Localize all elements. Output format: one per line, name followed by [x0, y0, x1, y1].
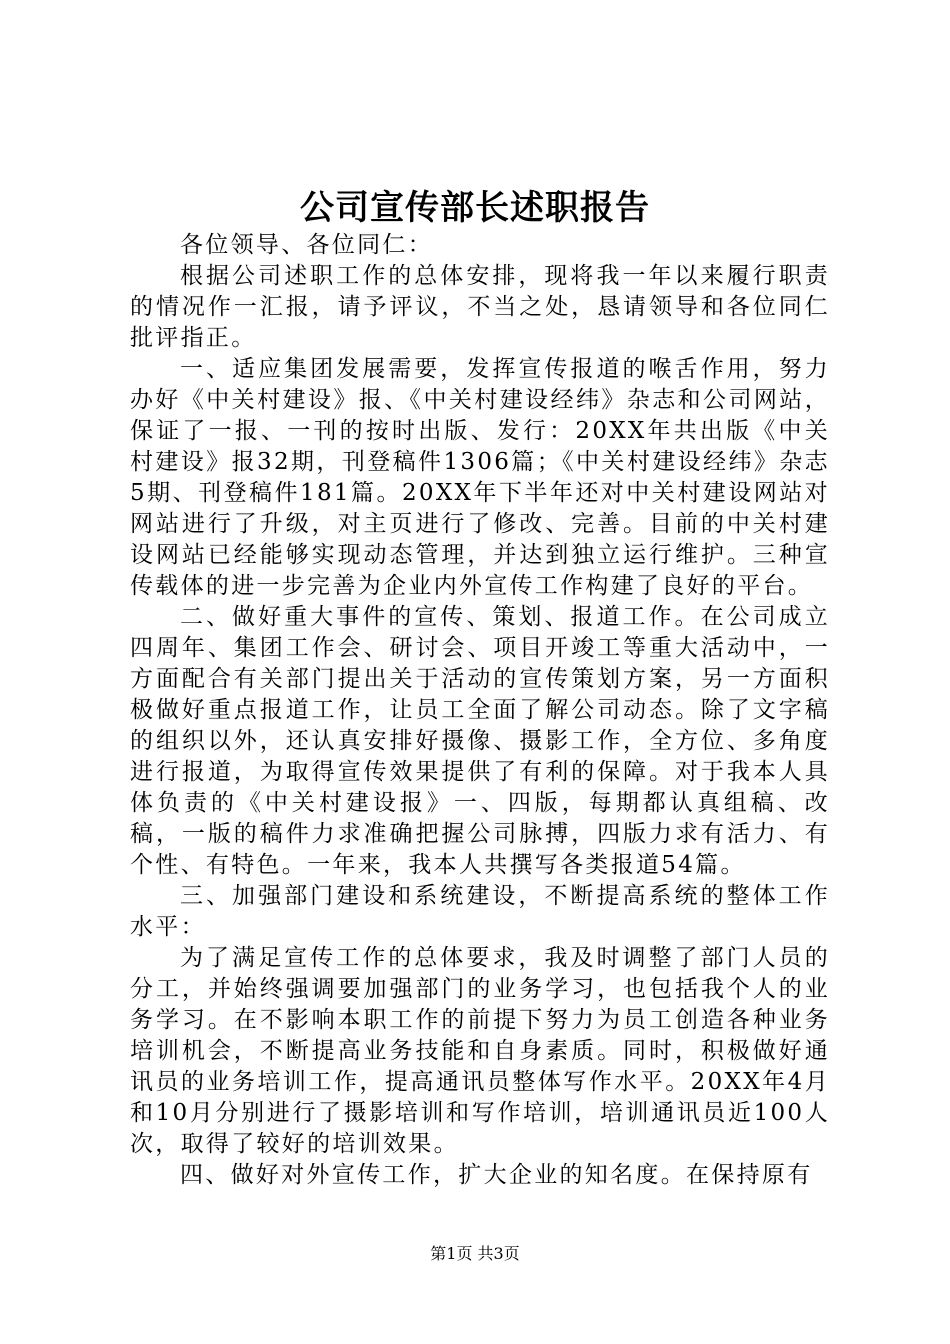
salutation: 各位领导、各位同仁： — [180, 232, 433, 258]
section-2-paragraph: 二、做好重大事件的宣传、策划、报道工作。在公司成立四周年、集团工作会、研讨会、项目开竣工等重大活动中，一方面配合有关部门提出关于活动的宣传策划方案，另一方面积极做好重点报道工作，让员工全面了解公司动态。除了文字稿的组织以外，还认真安排好摄像、摄影工作，全方位、多角度进行报道，为取得宣传效果提供了有利的保障。对于我本人具体负责的《中关村建设报》一、四版，每期都认真组稿、改稿，一版的稿件力求准确把握公司脉搏，四版力求有活力、有个性、有特色。一年来，我本人共撰写各类报道54篇。 — [130, 604, 830, 878]
section-3-paragraph: 为了满足宣传工作的总体要求，我及时调整了部门人员的分工，并始终强调要加强部门的业务学习，也包括我个人的业务学习。在不影响本职工作的前提下努力为员工创造各种业务培训机会，不断提高业务技能和自身素质。同时，积极做好通讯员的业务培训工作，提高通讯员整体写作水平。20XX年4月和10月分别进行了摄影培训和写作培训，培训通讯员近100人次，取得了较好的培训效果。 — [130, 945, 830, 1157]
intro-paragraph: 根据公司述职工作的总体安排，现将我一年以来履行职责的情况作一汇报，请予评议，不当之处，恳请领导和各位同仁批评指正。 — [130, 263, 830, 351]
section-3-heading: 三、加强部门建设和系统建设，不断提高系统的整体工作水平： — [130, 883, 830, 940]
section-1-paragraph: 一、适应集团发展需要，发挥宣传报道的喉舌作用，努力办好《中关村建设》报、《中关村建设经纬》杂志和公司网站，保证了一报、一刊的按时出版、发行：20XX年共出版《中关村建设》报32期，刊登稿件1306篇；《中关村建设经纬》杂志5期、刊登稿件181篇。20XX年下半年还对中关村建设网站对网站进行了升级，对主页进行了修改、完善。目前的中关村建设网站已经能够实现动态管理，并达到独立运行维护。三种宣传载体的进一步完善为企业内外宣传工作构建了良好的平台。 — [130, 356, 830, 599]
document-title: 公司宣传部长述职报告 — [300, 188, 650, 228]
document-body — [130, 230, 830, 1191]
page-footer: 第1页 共3页 — [430, 1244, 520, 1263]
section-4-paragraph: 四、做好对外宣传工作，扩大企业的知名度。在保持原有 — [180, 1162, 813, 1188]
